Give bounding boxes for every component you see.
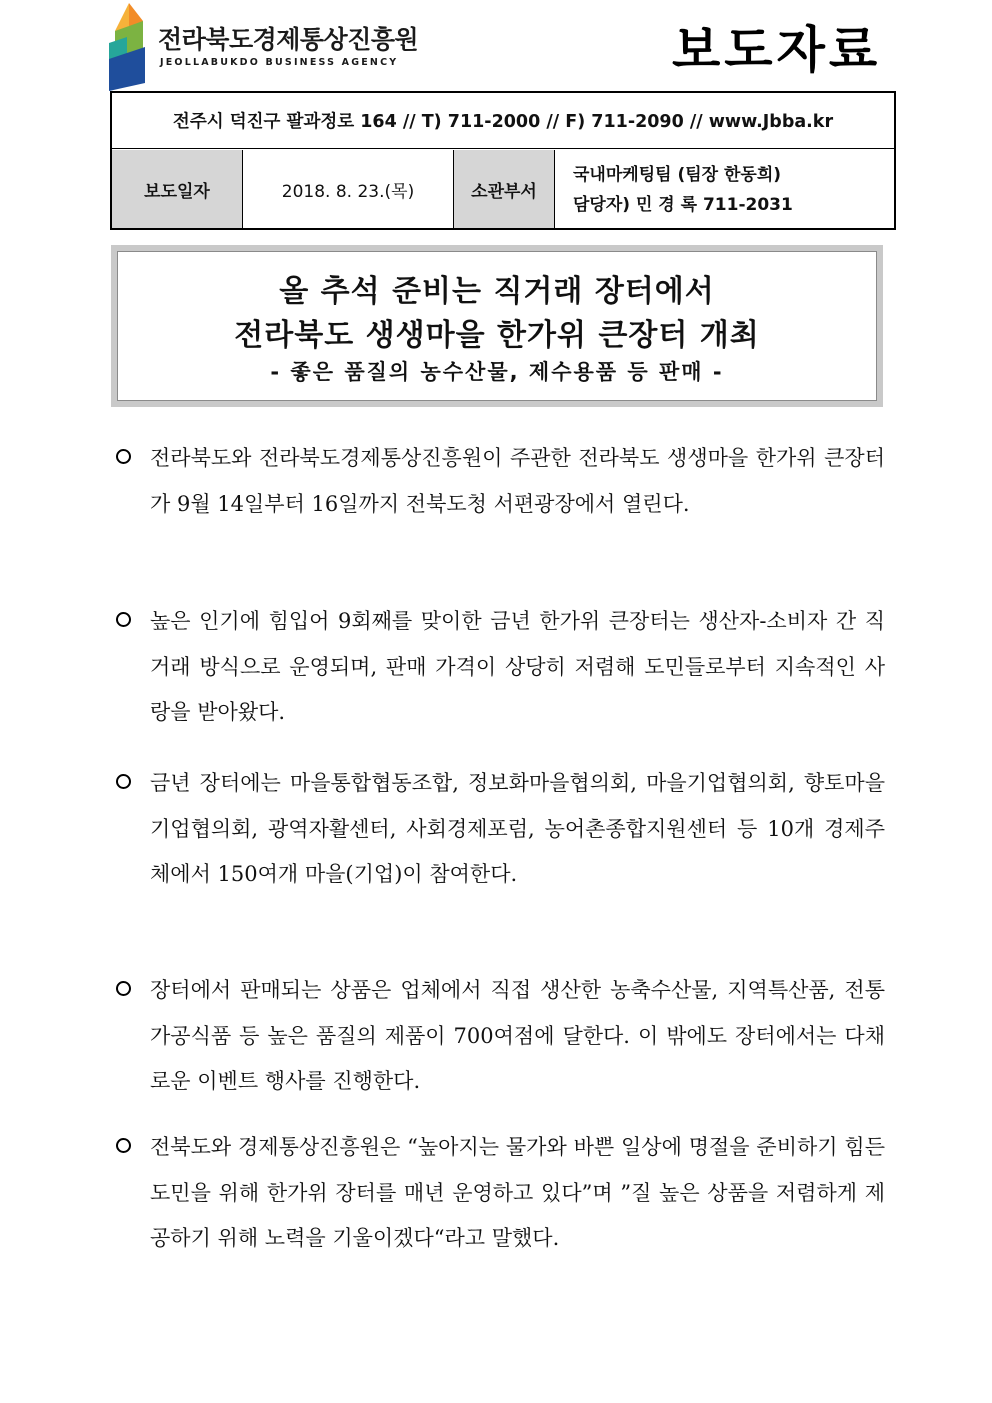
logo-korean-name: 전라북도경제통상진흥원	[158, 25, 419, 54]
department-label: 소관부서	[454, 150, 555, 228]
headline-inner	[117, 251, 877, 401]
paragraph-text: 전라북도와 전라북도경제통상진흥원이 주관한 전라북도 생생마을 한가위 큰장터가 9월 14일부터 16일까지 전북도청 서편광장에서 열린다.	[150, 446, 885, 516]
headline-line-1: 올 추석 준비는 직거래 장터에서	[279, 274, 715, 309]
logo-mark-icon	[105, 3, 155, 91]
agency-logo	[105, 3, 425, 91]
press-release-title: 보도자료	[672, 21, 882, 79]
headline-subtitle: - 좋은 품질의 농수산물, 제수용품 등 판매 -	[270, 360, 724, 384]
date-label: 보도일자	[112, 150, 243, 228]
paragraph-text: 전북도와 경제통상진흥원은 “높아지는 물가와 바쁜 일상에 명절을 준비하기 힘든 도민을 위해 한가위 장터를 매년 운영하고 있다”며 ”질 높은 상품을 저렴하게 제공하기 위해 노력을 기울이겠다“라고 말했다.	[150, 1135, 885, 1250]
paragraph-text: 금년 장터에는 마을통합협동조합, 정보화마을협의회, 마을기업협의회, 향토마을기업협의회, 광역자활센터, 사회경제포럼, 농어촌종합지원센터 등 10개 경제주체에서 150여개 마을(기업)이 참여한다.	[150, 771, 885, 886]
department-value	[555, 150, 894, 228]
info-row	[112, 150, 894, 228]
address-line: 전주시 덕진구 팔과정로 164 // T) 711-2000 // F) 711-2090 // www.Jbba.kr	[112, 93, 894, 149]
circle-bullet-icon	[116, 449, 131, 464]
circle-bullet-icon	[116, 1138, 131, 1153]
circle-bullet-icon	[116, 612, 131, 627]
info-table	[110, 91, 896, 230]
paragraph-text: 높은 인기에 힘입어 9회째를 맞이한 금년 한가위 큰장터는 생산자-소비자 간 직거래 방식으로 운영되며, 판매 가격이 상당히 저렴해 도민들로부터 지속적인 사랑을 받아왔다.	[150, 609, 885, 724]
department-contact: 담당자) 민 경 록 711-2031	[573, 195, 793, 215]
date-value: 2018. 8. 23.(목)	[243, 150, 454, 228]
headline-line-2: 전라북도 생생마을 한가위 큰장터 개최	[234, 318, 760, 353]
logo-english-name: JEOLLABUKDO BUSINESS AGENCY	[160, 57, 399, 68]
paragraph-text: 장터에서 판매되는 상품은 업체에서 직접 생산한 농축수산물, 지역특산품, 전통가공식품 등 높은 품질의 제품이 700여점에 달한다. 이 밖에도 장터에서는 다채로운 이벤트 행사를 진행한다.	[150, 978, 885, 1093]
department-team: 국내마케팅팀 (팀장 한동희)	[573, 165, 782, 185]
circle-bullet-icon	[116, 981, 131, 996]
circle-bullet-icon	[116, 774, 131, 789]
headline-box	[111, 245, 883, 407]
